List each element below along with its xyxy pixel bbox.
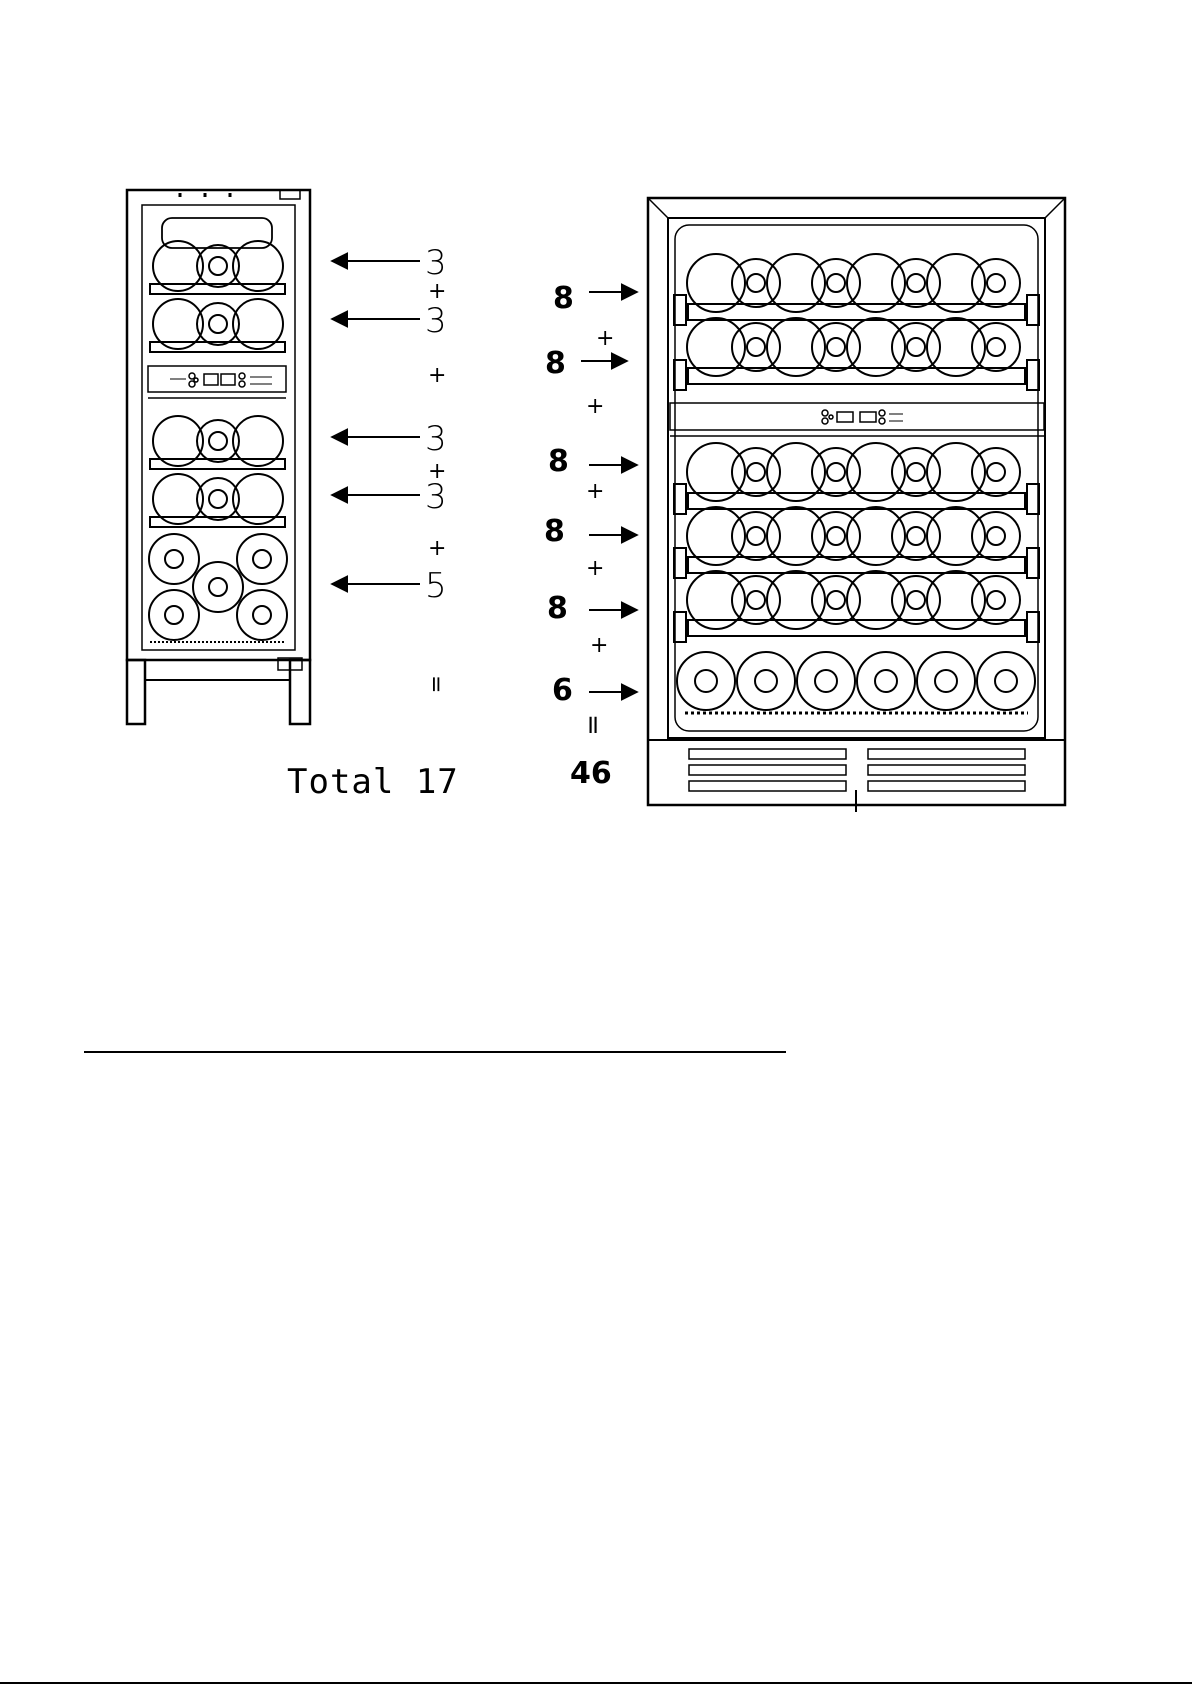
right-row-counts: [544, 281, 574, 708]
right-shelf-1: [687, 254, 1025, 320]
left-row-count-2: 3: [425, 301, 447, 341]
right-plus-4: +: [586, 556, 605, 581]
right-shelf-4: [687, 507, 1025, 573]
left-plus-4: +: [428, 536, 447, 561]
right-equals-sign: =: [578, 714, 608, 736]
left-shelf-3: [150, 416, 285, 469]
right-row-count-6: 6: [552, 673, 573, 708]
left-control-panel: [148, 366, 286, 398]
left-row-count-3: 3: [425, 419, 447, 459]
right-row-count-4: 8: [544, 514, 565, 549]
right-plus-1: +: [596, 326, 615, 351]
left-arrows: [332, 261, 420, 584]
right-base-grille: [689, 749, 1025, 791]
left-row-count-5: 5: [425, 566, 447, 606]
left-total-label: Total 17: [287, 762, 459, 802]
left-plus-1: +: [428, 279, 447, 304]
left-shelf-1: [150, 241, 285, 294]
right-row-count-2: 8: [545, 346, 566, 381]
right-cabinet: [648, 198, 1065, 812]
left-shelf-4: [150, 474, 285, 527]
right-shelf-5: [687, 571, 1025, 636]
left-cabinet: [127, 190, 310, 724]
right-plus-2: +: [586, 394, 605, 419]
right-total: 46: [570, 756, 612, 791]
left-row-count-4: 3: [425, 477, 447, 517]
page-bottom-rule: [0, 1682, 1192, 1684]
right-plus-3: +: [586, 479, 605, 504]
right-shelf-2: [687, 318, 1025, 384]
right-shelf-3: [687, 443, 1025, 509]
right-row-count-5: 8: [547, 591, 568, 626]
left-bottom-stack: [149, 534, 287, 642]
left-shelf-2: [150, 299, 285, 352]
left-row-count-1: 3: [425, 243, 447, 283]
left-plus-3: +: [428, 459, 447, 484]
right-bottom-row: [677, 652, 1035, 713]
right-control-panel: [670, 403, 1044, 436]
right-row-count-3: 8: [548, 444, 569, 479]
left-equals-sign: =: [423, 675, 448, 694]
right-plus-signs: [586, 326, 614, 658]
section-divider: [84, 1051, 786, 1053]
left-plus-2: +: [428, 363, 447, 388]
right-row-count-1: 8: [553, 281, 574, 316]
right-plus-5: +: [590, 633, 609, 658]
